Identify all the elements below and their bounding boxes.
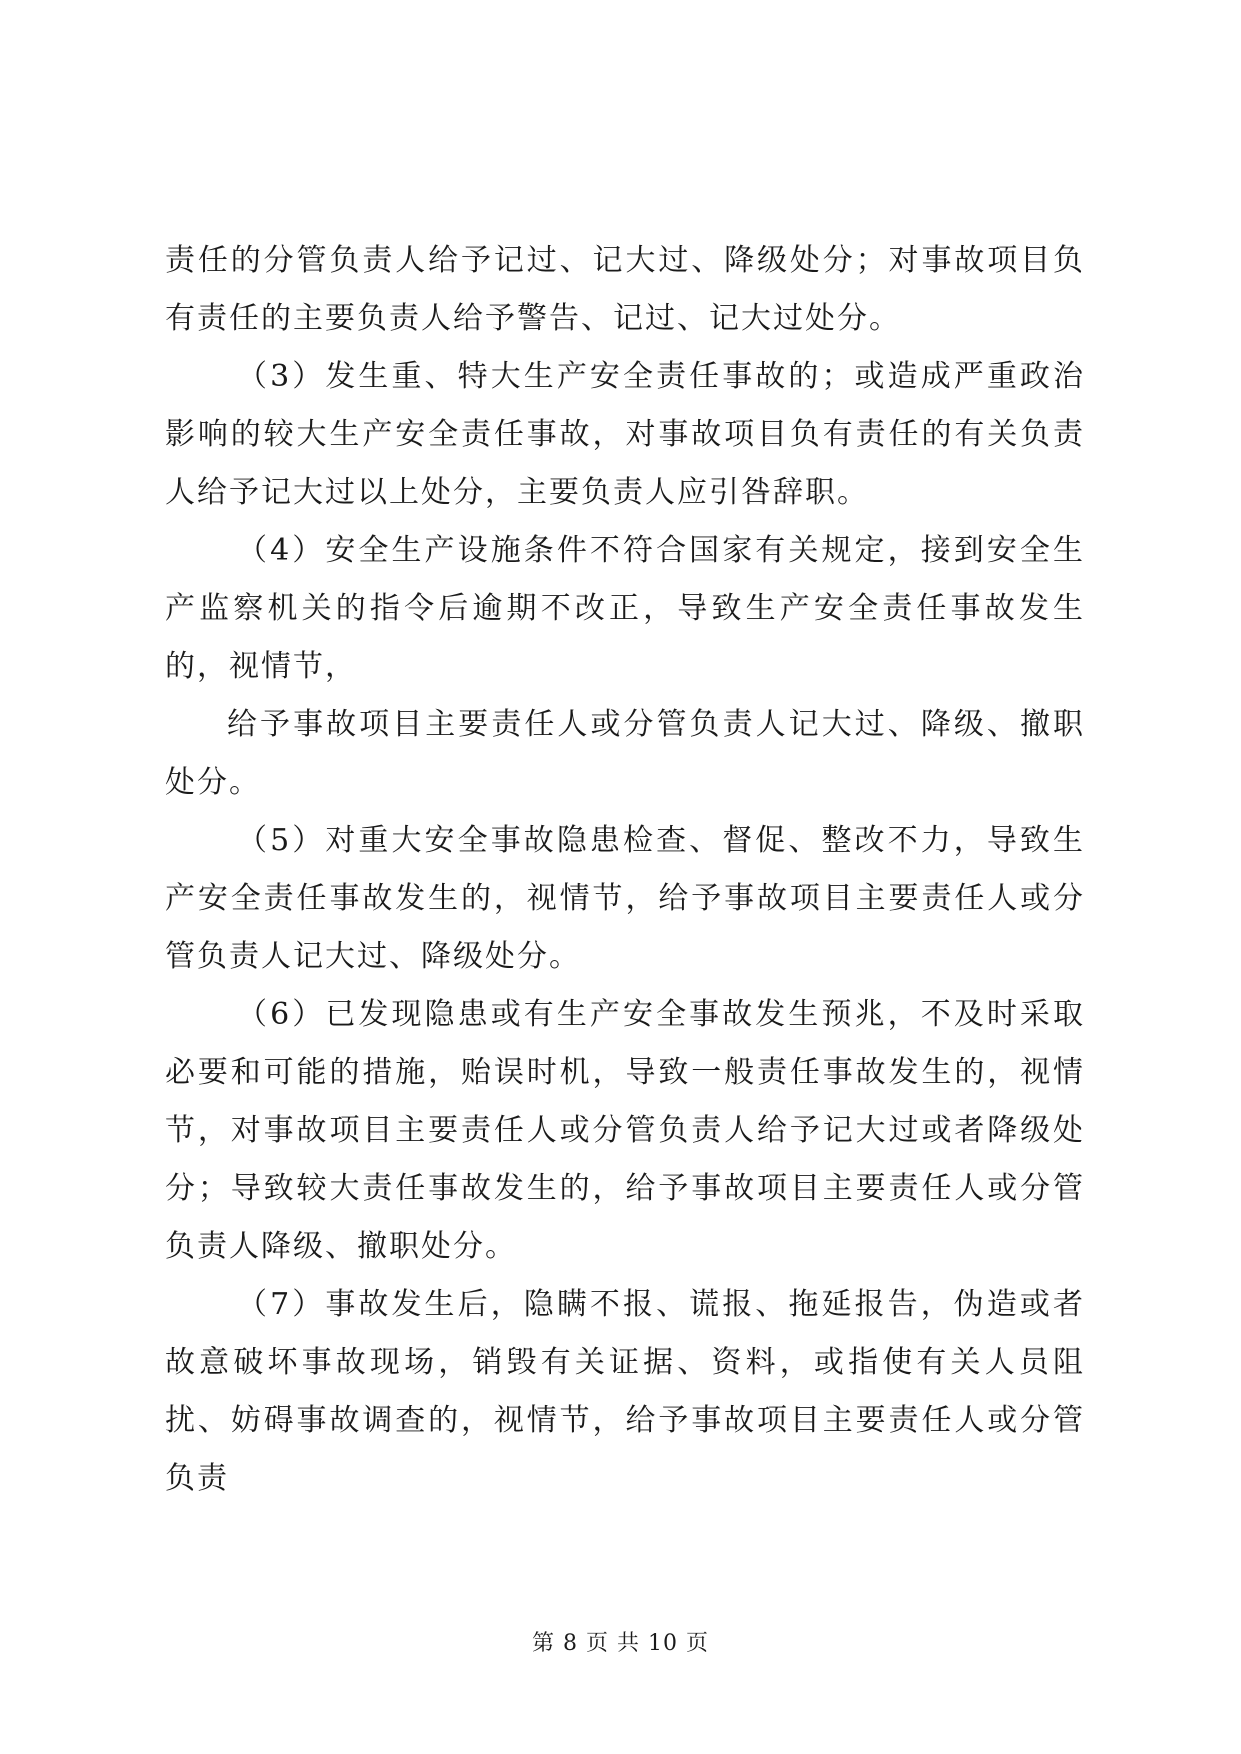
body-text (165, 232, 1085, 1508)
paragraph-item-5: （5）对重大安全事故隐患检查、督促、整改不力，导致生产安全责任事故发生的，视情节，给予事故项目主要责任人或分管负责人记大过、降级处分。 (165, 823, 1085, 974)
paragraph-item-4: （4）安全生产设施条件不符合国家有关规定，接到安全生产监察机关的指令后逾期不改正，导致生产安全责任事故发生的，视情节， (165, 533, 1085, 684)
paragraph-item-4-cont: 给予事故项目主要责任人或分管负责人记大过、降级、撤职处分。 (165, 707, 1085, 800)
paragraph-item-3: （3）发生重、特大生产安全责任事故的；或造成严重政治影响的较大生产安全责任事故，对事故项目负有责任的有关负责人给予记大过以上处分，主要负责人应引咎辞职。 (165, 359, 1085, 510)
paragraph-continuation: 责任的分管负责人给予记过、记大过、降级处分；对事故项目负有责任的主要负责人给予警告、记过、记大过处分。 (165, 243, 1085, 336)
paragraph-item-6: （6）已发现隐患或有生产安全事故发生预兆，不及时采取必要和可能的措施，贻误时机，导致一般责任事故发生的，视情节，对事故项目主要责任人或分管负责人给予记大过或者降级处分；导致较大责任事故发生的，给予事故项目主要责任人或分管负责人降级、撤职处分。 (165, 997, 1085, 1264)
paragraph-item-7: （7）事故发生后，隐瞒不报、谎报、拖延报告，伪造或者故意破坏事故现场，销毁有关证据、资料，或指使有关人员阻扰、妨碍事故调查的，视情节，给予事故项目主要责任人或分管负责 (165, 1287, 1085, 1496)
page-number-footer: 第 8 页 共 10 页 (532, 1631, 709, 1656)
